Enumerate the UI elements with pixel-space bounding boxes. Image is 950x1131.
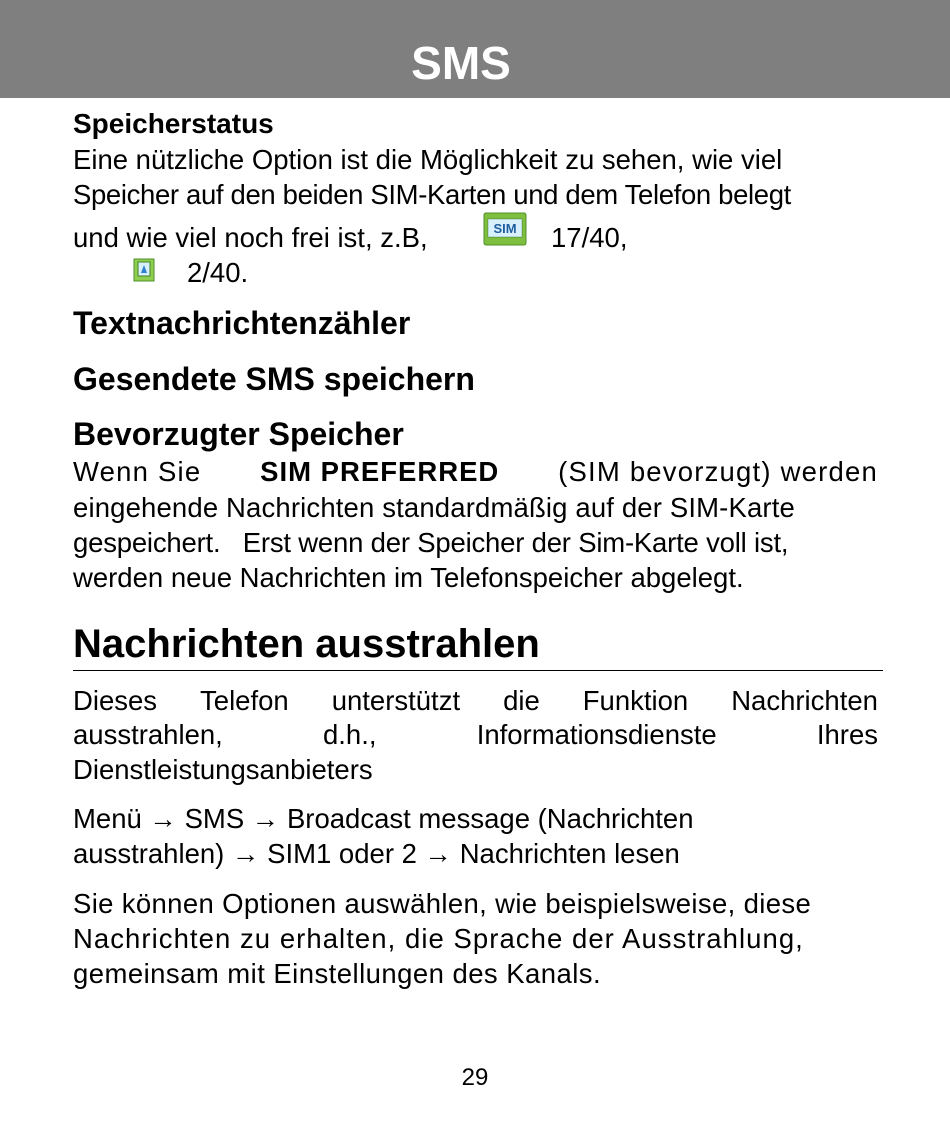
memory-status-line-1: Eine nützliche Option ist die Möglichkeit zu sehen, wie viel — [73, 144, 783, 175]
memory-status-line-2: Speicher auf den beiden SIM-Karten und dem Telefon belegt — [73, 179, 791, 210]
section-divider — [73, 670, 883, 671]
heading-save-sent-sms: Gesendete SMS speichern — [73, 361, 475, 397]
word: Nachrichten — [731, 685, 878, 716]
phone-usage-value: 2/40. — [187, 257, 249, 288]
preferred-text-part-2: (SIM bevorzugt) werden — [558, 456, 878, 487]
preferred-line-1 — [73, 454, 878, 489]
preferred-line-4: werden neue Nachrichten im Telefonspeicher abgelegt. — [73, 562, 744, 593]
svg-text:SIM: SIM — [493, 221, 517, 236]
word: Informationsdienste — [476, 719, 717, 750]
word: die — [503, 685, 540, 716]
word: d.h., — [323, 719, 377, 750]
memory-status-line-3: und wie viel noch frei ist, z.B, — [73, 222, 428, 253]
broadcast-para1-line-3: Dienstleistungsanbieters — [73, 754, 373, 785]
heading-message-counter: Textnachrichtenzähler — [73, 305, 411, 341]
preferred-line-3: gespeichert. Erst wenn der Speicher der Sim-Karte voll ist, — [73, 527, 789, 558]
heading-broadcast-messages: Nachrichten ausstrahlen — [73, 622, 540, 666]
sim-preferred-term: SIM PREFERRED — [260, 456, 500, 487]
header-title: SMS — [411, 37, 511, 89]
broadcast-para3-line-3: gemeinsam mit Einstellungen des Kanals. — [73, 958, 602, 989]
preferred-text-part-1: Wenn Sie — [73, 456, 202, 487]
broadcast-para1-line-2 — [73, 717, 878, 752]
broadcast-para3-line-1: Sie können Optionen auswählen, wie beispielsweise, diese — [73, 888, 812, 919]
phone-memory-icon — [133, 258, 155, 282]
word: Funktion — [582, 685, 689, 716]
heading-memory-status: Speicherstatus — [73, 108, 274, 139]
page-header — [0, 0, 950, 98]
word: unterstützt — [331, 685, 461, 716]
sim-usage-value: 17/40, — [551, 222, 628, 253]
word: Telefon — [200, 685, 289, 716]
word: ausstrahlen, — [73, 719, 223, 750]
preferred-line-2: eingehende Nachrichten standardmäßig auf der SIM-Karte — [73, 492, 795, 523]
menu-path-line-1: Menü → SMS → Broadcast message (Nachrichten — [73, 803, 694, 834]
word: Dieses — [73, 685, 158, 716]
sim-card-icon — [483, 212, 527, 246]
menu-path-line-2: ausstrahlen) → SIM1 oder 2 → Nachrichten lesen — [73, 838, 680, 869]
page-number: 29 — [461, 1064, 489, 1091]
word: Ihres — [816, 719, 878, 750]
broadcast-para1-line-1 — [73, 683, 878, 718]
heading-preferred-storage: Bevorzugter Speicher — [73, 416, 404, 452]
broadcast-para3-line-2: Nachrichten zu erhalten, die Sprache der Ausstrahlung, — [73, 923, 804, 954]
